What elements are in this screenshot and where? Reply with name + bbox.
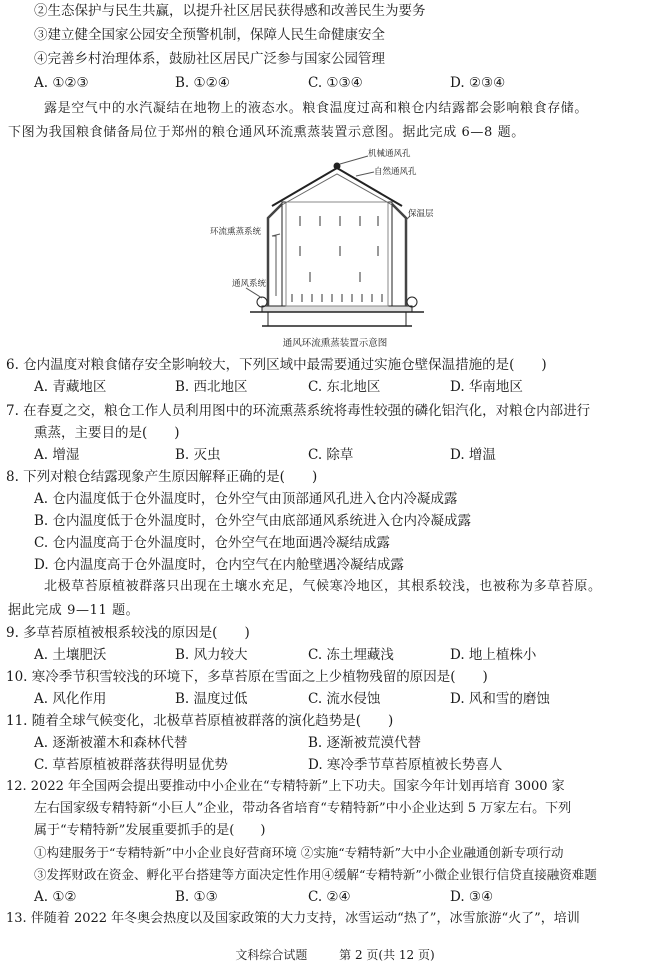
- q8-stem: 8. 下列对粮仓结露现象产生原因解释正确的是( ): [6, 469, 318, 485]
- label-fumigation-system: 环流熏蒸系统: [210, 227, 262, 237]
- granary-diagram: [210, 146, 460, 352]
- q6-option-a: A. 青藏地区: [34, 379, 107, 395]
- mechanical-vent-icon: [334, 163, 340, 169]
- q7-option-a: A. 增湿: [34, 447, 80, 463]
- q10-option-a: A. 风化作用: [34, 691, 107, 707]
- q11-option-c: C. 草苔原植被群落获得明显优势: [34, 757, 228, 773]
- q7-stem-cont: 熏蒸，主要目的是( ): [34, 425, 180, 441]
- statement-4: ④完善乡村治理体系，鼓励社区居民广泛参与国家公园管理: [34, 51, 385, 67]
- footer-subject: 文科综合试题: [235, 948, 308, 962]
- passage2-line2: 据此完成 9—11 题。: [8, 603, 140, 618]
- q12-stem-line1: 12. 2022 年全国两会提出要推动中小企业在“专精特新”上下功夫。国家今年计划再培育 3000 家: [6, 779, 565, 794]
- q11-option-b: B. 逐渐被荒漠代替: [308, 735, 422, 751]
- q12-statements-line1: ①构建服务于“专精特新”中小企业良好营商环境 ②实施“专精特新”大中小企业融通创新专项行动: [34, 845, 564, 860]
- granary-base: [262, 306, 412, 312]
- statement-2: ②生态保护与民生共赢，以提升社区居民获得感和改善民生为要务: [34, 3, 426, 19]
- page-footer: [0, 946, 670, 963]
- q12-option-d: D. ③④: [450, 889, 494, 905]
- q8-option-a: A. 仓内温度低于仓外温度时，仓外空气由顶部通风孔进入仓内冷凝成露: [34, 491, 458, 507]
- passage2-line1: 北极草苔原植被群落只出现在土壤水充足，气候寒冷地区，其根系较浅，也被称为多草苔原。: [44, 579, 602, 594]
- q9-option-c: C. 冻土埋藏浅: [308, 647, 394, 663]
- label-ventilation-system: 通风系统: [232, 279, 267, 289]
- q10-stem: 10. 寒冷季节积雪较浅的环境下，多草苔原在雪面之上少植物残留的原因是( ): [6, 669, 488, 685]
- q8-option-d: D. 仓内温度高于仓外温度时，仓内空气在内舱壁遇冷凝结成露: [34, 557, 404, 573]
- q9-option-b: B. 风力较大: [175, 647, 248, 663]
- q11-stem: 11. 随着全球气候变化，北极草苔原植被群落的演化趋势是( ): [6, 713, 394, 729]
- q11-option-d: D. 寒冷季节草苔原植被长势喜人: [308, 757, 503, 773]
- q6-option-d: D. 华南地区: [450, 379, 523, 395]
- q7-stem: 7. 在春夏之交，粮仓工作人员利用图中的环流熏蒸系统将毒性较强的磷化铝汽化，对粮仓内部进行: [6, 403, 591, 419]
- q12-statements-line2: ③发挥财政在资金、孵化平台搭建等方面决定性作用④缓解“专精特新”小微企业银行信贷直接融资难题: [34, 867, 597, 882]
- q12-option-c: C. ②④: [308, 889, 351, 905]
- label-insulation: 保温层: [408, 209, 434, 219]
- option-b: B. ①②④: [175, 75, 230, 91]
- q10-option-b: B. 温度过低: [175, 691, 248, 707]
- q7-option-c: C. 除草: [308, 447, 354, 463]
- option-d: D. ②③④: [450, 75, 506, 91]
- granary-wall: [282, 202, 392, 306]
- q6-option-c: C. 东北地区: [308, 379, 381, 395]
- option-c: C. ①③④: [308, 75, 363, 91]
- q12-option-a: A. ①②: [34, 889, 77, 905]
- statement-3: ③建立健全国家公园安全预警机制，保障人民生命健康安全: [34, 27, 385, 43]
- footer-page-number: 第 2 页(共 12 页): [339, 948, 435, 962]
- passage1-line1: 露是空气中的水汽凝结在地物上的液态水。粮食温度过高和粮仓内结露都会影响粮食存储。: [44, 101, 589, 116]
- q9-stem: 9. 多草苔原植被根系较浅的原因是( ): [6, 625, 250, 641]
- passage1-line2: 下图为我国粮食储备局位于郑州的粮仓通风环流熏蒸装置示意图。据此完成 6—8 题。: [8, 125, 525, 140]
- q6-stem: 6. 仓内温度对粮食储存安全影响较大，下列区域中最需要通过实施仓壁保温措施的是( ): [6, 357, 547, 373]
- insulation-layer: [392, 204, 406, 306]
- figure-caption: 通风环流熏蒸装置示意图: [282, 338, 388, 349]
- q8-option-b: B. 仓内温度低于仓外温度时，仓外空气由底部通风系统进入仓内冷凝成露: [34, 513, 472, 529]
- q8-option-c: C. 仓内温度高于仓外温度时，仓外空气在地面遇冷凝结成露: [34, 535, 390, 551]
- q6-option-b: B. 西北地区: [175, 379, 248, 395]
- label-natural-vent: 自然通风孔: [374, 167, 417, 177]
- q7-option-b: B. 灭虫: [175, 447, 221, 463]
- q11-option-a: A. 逐渐被灌木和森林代替: [34, 735, 188, 751]
- q12-option-b: B. ①③: [175, 889, 218, 905]
- q12-stem-line3: 属于“专精特新”发展重要抓手的是( ): [34, 823, 266, 838]
- q9-option-d: D. 地上植株小: [450, 647, 537, 663]
- label-mechanical-vent: 机械通风孔: [368, 149, 411, 159]
- q10-option-c: C. 流水侵蚀: [308, 691, 381, 707]
- option-a: A. ①②③: [34, 75, 89, 91]
- q9-option-a: A. 土壤肥沃: [34, 647, 107, 663]
- q10-option-d: D. 风和雪的磨蚀: [450, 691, 550, 707]
- q13-stem: 13. 伴随着 2022 年冬奥会热度以及国家政策的大力支持，冰雪运动“热了”，冰雪旅游“火了”，培训: [6, 911, 580, 926]
- q7-option-d: D. 增温: [450, 447, 496, 463]
- q12-stem-line2: 左右国家级专精特新“小巨人”企业，带动各省培育“专精特新”中小企业达到 5 万家左右。下列: [34, 801, 572, 816]
